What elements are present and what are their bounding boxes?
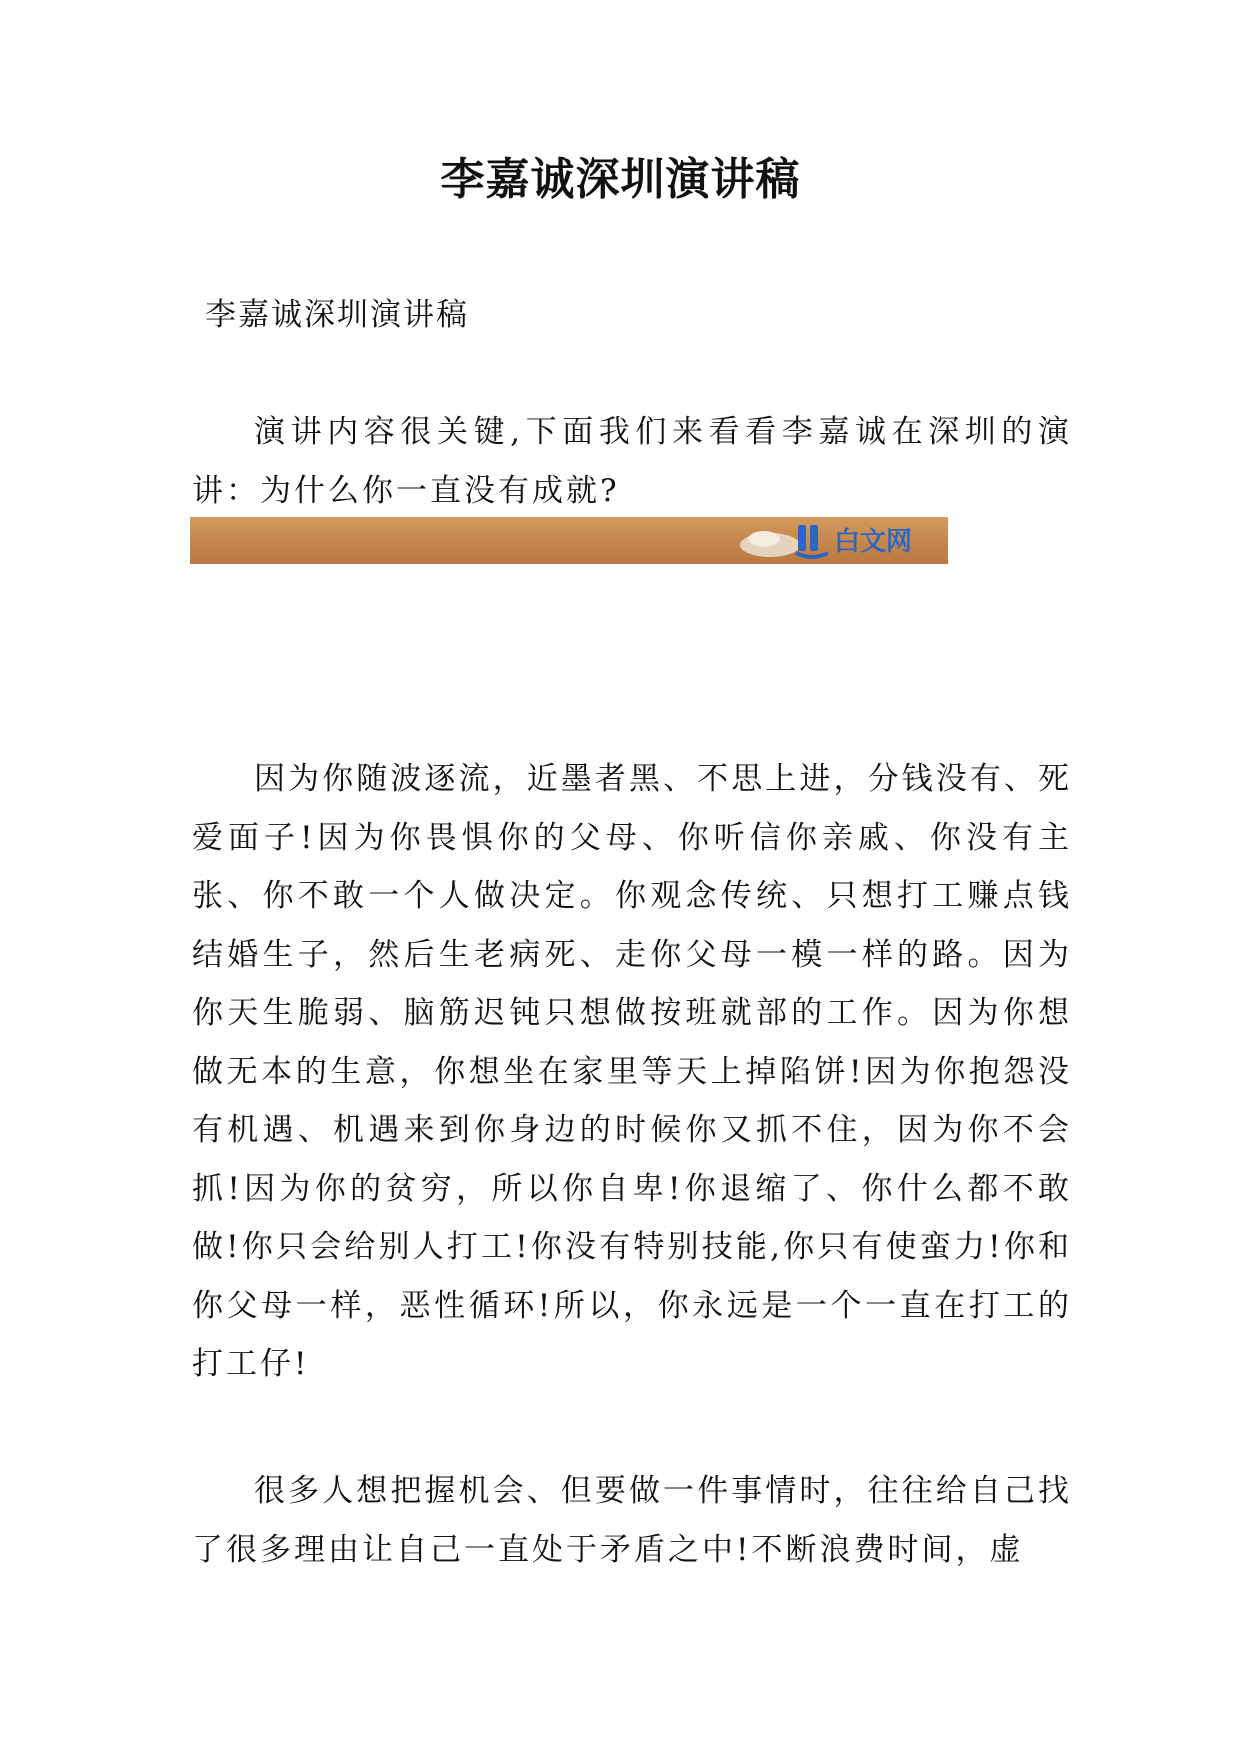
paragraph-main: 因为你随波逐流，近墨者黑、不思上进，分钱没有、死爱面子!因为你畏惧你的父母、你听信你亲戚、你没有主张、你不敢一个人做决定。你观念传统、只想打工赚点钱结婚生子，然后生老病死、走你父母一模一样的路。因为你天生脆弱、脑筋迟钝只想做按班就部的工作。因为你想做无本的生意，你想坐在家里等天上掉陷饼!因为你抱怨没有机遇、机遇来到你身边的时候你又抓不住，因为你不会抓!因为你的贫穷，所以你自卑!你退缩了、你什么都不敢做!你只会给别人打工!你没有特别技能,你只有使蛮力!你和你父母一样，恶性循环!所以，你永远是一个一直在打工的打工仔! — [192, 761, 1072, 1382]
banner-image — [190, 517, 948, 564]
document-title: 李嘉诚深圳演讲稿 — [440, 154, 801, 205]
paragraph-continued: 很多人想把握机会、但要做一件事情时，往往给自己找了很多理由让自己一直处于矛盾之中!不断浪费时间，虚 — [192, 1473, 1072, 1568]
document-subtitle: 李嘉诚深圳演讲稿 — [205, 297, 469, 333]
site-watermark-logo — [730, 517, 948, 564]
paragraph-intro: 演讲内容很关键,下面我们来看看李嘉诚在深圳的演讲：为什么你一直没有成就? — [192, 414, 1072, 509]
svg-text:白文网: 白文网 — [834, 527, 913, 557]
